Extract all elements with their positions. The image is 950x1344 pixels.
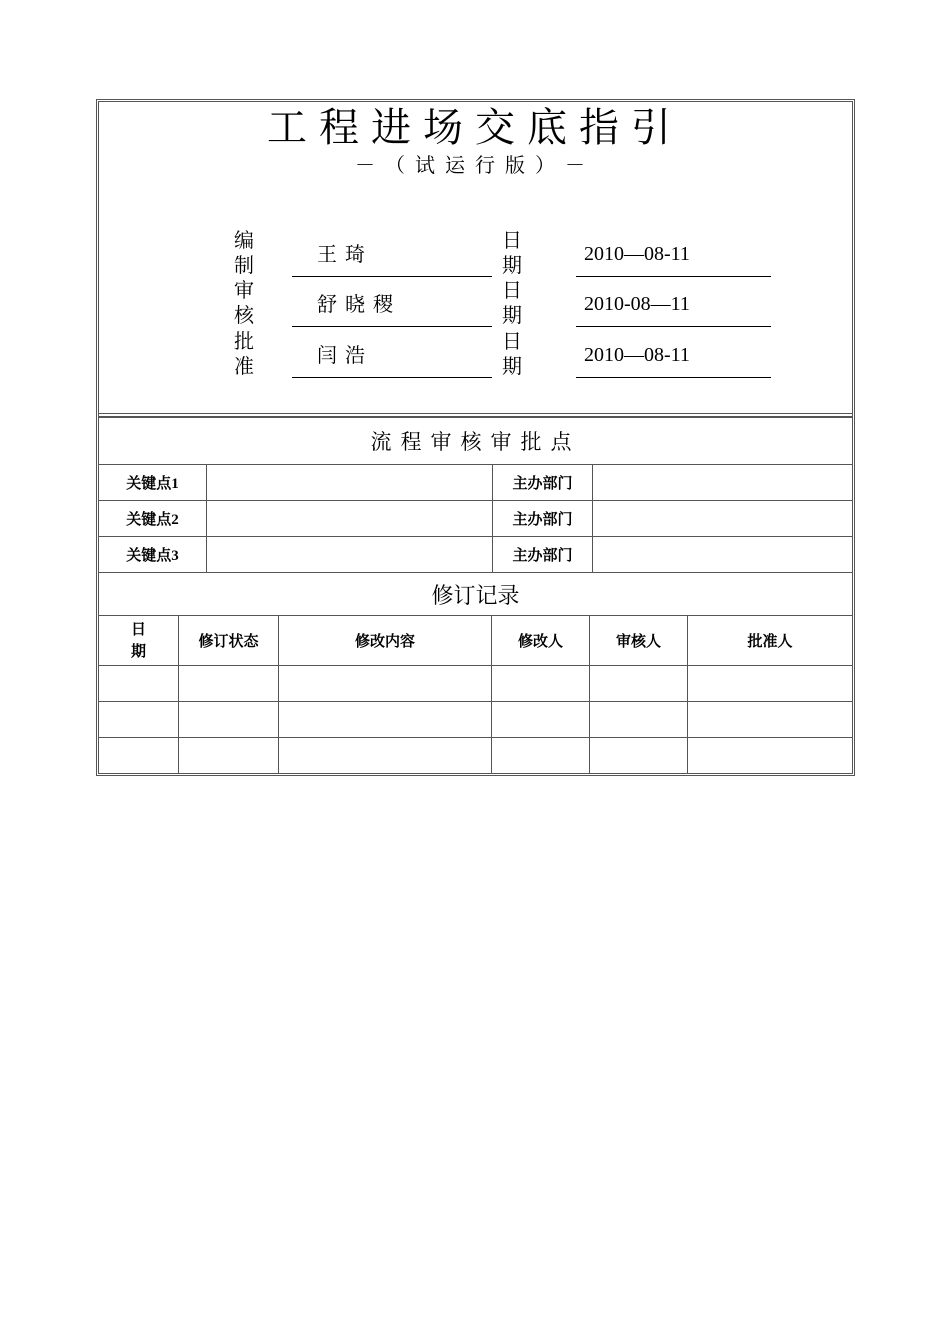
- cell-reviewer[interactable]: [590, 666, 688, 702]
- col-approver: 批准人: [688, 616, 853, 666]
- cell-status[interactable]: [179, 666, 279, 702]
- table-row: [99, 465, 853, 501]
- cell-status[interactable]: [179, 738, 279, 774]
- key-point-value[interactable]: [207, 537, 493, 573]
- compile-label: 编制: [234, 228, 254, 277]
- cell-reviewer[interactable]: [590, 702, 688, 738]
- cell-date[interactable]: [99, 702, 179, 738]
- col-modifier: 修改人: [492, 616, 590, 666]
- key-point-label: 关键点3: [99, 537, 207, 573]
- process-table: [98, 417, 853, 573]
- col-change-content: 修改内容: [279, 616, 492, 666]
- compile-date: 2010—08-11: [576, 231, 771, 277]
- col-date: 日期: [99, 616, 179, 666]
- process-heading: 流程审核审批点: [99, 418, 853, 465]
- cell-approver[interactable]: [688, 738, 853, 774]
- cell-modifier[interactable]: [492, 738, 590, 774]
- table-row: [99, 501, 853, 537]
- cell-date[interactable]: [99, 666, 179, 702]
- dept-label: 主办部门: [493, 537, 593, 573]
- cell-status[interactable]: [179, 702, 279, 738]
- col-reviewer: 审核人: [590, 616, 688, 666]
- cell-content[interactable]: [279, 738, 492, 774]
- review-date-label: 日期: [502, 278, 522, 327]
- key-point-label: 关键点2: [99, 501, 207, 537]
- revision-table: [98, 572, 853, 774]
- cell-date[interactable]: [99, 738, 179, 774]
- reviewer-name: 舒晓稷: [292, 281, 492, 327]
- col-revision-status: 修订状态: [179, 616, 279, 666]
- revision-heading-row: [99, 573, 853, 616]
- document-subtitle: －（试运行版）－: [355, 153, 595, 177]
- approve-date-label: 日期: [502, 329, 522, 378]
- table-row: [99, 666, 853, 702]
- cell-approver[interactable]: [688, 702, 853, 738]
- cell-approver[interactable]: [688, 666, 853, 702]
- table-row: [99, 702, 853, 738]
- dept-value[interactable]: [593, 465, 853, 501]
- approve-label: 批准: [234, 329, 254, 378]
- key-point-value[interactable]: [207, 465, 493, 501]
- compile-date-label: 日期: [502, 228, 522, 277]
- cell-modifier[interactable]: [492, 666, 590, 702]
- table-row: [99, 738, 853, 774]
- cell-reviewer[interactable]: [590, 738, 688, 774]
- process-heading-row: [99, 418, 853, 465]
- cell-modifier[interactable]: [492, 702, 590, 738]
- review-label: 审核: [234, 278, 254, 327]
- dept-label: 主办部门: [493, 501, 593, 537]
- dept-value[interactable]: [593, 537, 853, 573]
- cell-content[interactable]: [279, 666, 492, 702]
- approve-date: 2010—08-11: [576, 332, 771, 378]
- revision-header-row: [99, 616, 853, 666]
- cell-content[interactable]: [279, 702, 492, 738]
- approver-name: 闫浩: [292, 332, 492, 378]
- key-point-label: 关键点1: [99, 465, 207, 501]
- compiler-name: 王琦: [292, 231, 492, 277]
- dept-label: 主办部门: [493, 465, 593, 501]
- dept-value[interactable]: [593, 501, 853, 537]
- review-date: 2010-08—11: [576, 281, 771, 327]
- document-title: 工程进场交底指引: [267, 105, 683, 151]
- revision-heading: 修订记录: [99, 573, 853, 616]
- key-point-value[interactable]: [207, 501, 493, 537]
- table-row: [99, 537, 853, 573]
